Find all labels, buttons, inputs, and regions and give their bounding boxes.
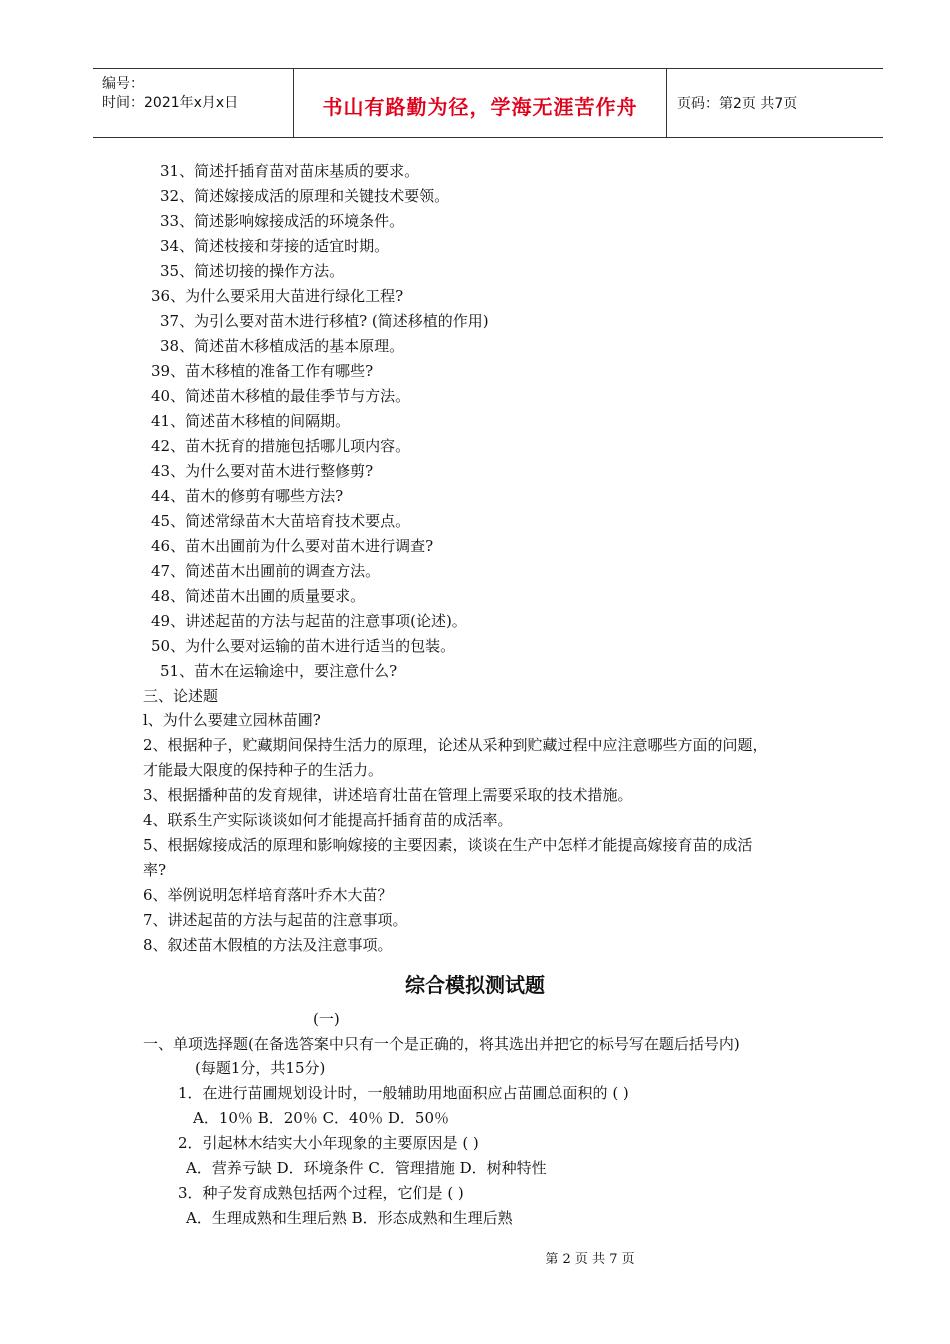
question-item: 45、简述常绿苗木大苗培育技术要点。 [151, 512, 411, 530]
exam-options: A．营养亏缺 D．环境条件 C．管理措施 D．树种特性 [186, 1159, 547, 1177]
question-item: 49、讲述起苗的方法与起苗的注意事项(论述)。 [151, 612, 467, 630]
essay-heading: 三、论述题 [143, 687, 219, 705]
exam-question: 1．在进行苗圃规划设计时，一般辅助用地面积应占苗圃总面积的 ( ) [178, 1084, 629, 1102]
motto-text: 书山有路勤为径，学海无涯苦作舟 [322, 95, 638, 119]
essay-item: 8、叙述苗木假植的方法及注意事项。 [143, 936, 393, 954]
question-item: 48、简述苗木出圃的质量要求。 [151, 587, 366, 605]
exam-question: 3．种子发育成熟包括两个过程，它们是 ( ) [178, 1184, 464, 1202]
question-item: 50、为什么要对运输的苗木进行适当的包装。 [151, 637, 456, 655]
exam-options: A．10％ B．20％ C．40％ D．50％ [193, 1109, 450, 1127]
question-item: 51、苗木在运输途中，要注意什么? [160, 662, 398, 680]
essay-item: 2、根据种子，贮藏期间保持生活力的原理，论述从采种到贮藏过程中应注意哪些方面的问题， [143, 736, 768, 754]
page-header [93, 68, 883, 138]
page-footer: 第 2 页 共 7 页 [545, 1252, 635, 1267]
section-heading: 一、单项选择题(在备选答案中只有一个是正确的，将其选出并把它的标号写在题后括号内) [143, 1035, 740, 1053]
section-note: (每题1分，共15分) [195, 1059, 326, 1077]
header-meta-cell [93, 69, 294, 137]
essay-item: 3、根据播种苗的发育规律，讲述培育壮苗在管理上需要采取的技术措施。 [143, 786, 633, 804]
date-label: 时间：2021年x月x日 [102, 95, 239, 111]
serial-number-label: 编号： [102, 76, 144, 92]
essay-item: l、为什么要建立园林苗圃? [143, 711, 321, 729]
exam-question: 2．引起林木结实大小年现象的主要原因是 ( ) [178, 1134, 479, 1152]
question-item: 38、简述苗木移植成活的基本原理。 [160, 337, 405, 355]
question-item: 35、简述切接的操作方法。 [160, 262, 345, 280]
question-item: 39、苗木移植的准备工作有哪些? [151, 362, 374, 380]
question-item: 37、为引么要对苗木进行移植? (简述移植的作用) [160, 312, 489, 330]
question-item: 46、苗木出圃前为什么要对苗木进行调查? [151, 537, 434, 555]
question-item: 34、简述枝接和芽接的适宜时期。 [160, 237, 390, 255]
question-item: 36、为什么要采用大苗进行绿化工程? [151, 287, 404, 305]
essay-item: 4、联系生产实际谈谈如何才能提高扦插育苗的成活率。 [143, 811, 513, 829]
essay-item: 率? [143, 861, 167, 879]
question-item: 44、苗木的修剪有哪些方法? [151, 487, 344, 505]
question-item: 42、苗木抚育的措施包括哪儿项内容。 [151, 437, 411, 455]
question-item: 31、简述扦插育苗对苗床基质的要求。 [160, 162, 420, 180]
essay-item: 5、根据嫁接成活的原理和影响嫁接的主要因素，谈谈在生产中怎样才能提高嫁接育苗的成活 [143, 836, 753, 854]
essay-item: 才能最大限度的保持种子的生活力。 [143, 761, 384, 779]
question-item: 33、简述影响嫁接成活的环境条件。 [160, 212, 405, 230]
header-page-number: 页码：第2页 共7页 [677, 96, 798, 112]
question-item: 41、简述苗木移植的间隔期。 [151, 412, 351, 430]
question-item: 32、简述嫁接成活的原理和关键技术要领。 [160, 187, 450, 205]
header-motto-cell [294, 69, 667, 137]
exam-title: 综合模拟测试题 [405, 973, 545, 997]
exam-options: A．生理成熟和生理后熟 B．形态成熟和生理后熟 [186, 1209, 513, 1227]
question-item: 47、简述苗木出圃前的调查方法。 [151, 562, 381, 580]
question-item: 40、简述苗木移植的最佳季节与方法。 [151, 387, 411, 405]
question-item: 43、为什么要对苗木进行整修剪? [151, 462, 374, 480]
essay-item: 6、举例说明怎样培育落叶乔木大苗？ [143, 886, 393, 904]
exam-subtitle: (一) [313, 1010, 340, 1028]
essay-item: 7、讲述起苗的方法与起苗的注意事项。 [143, 911, 408, 929]
